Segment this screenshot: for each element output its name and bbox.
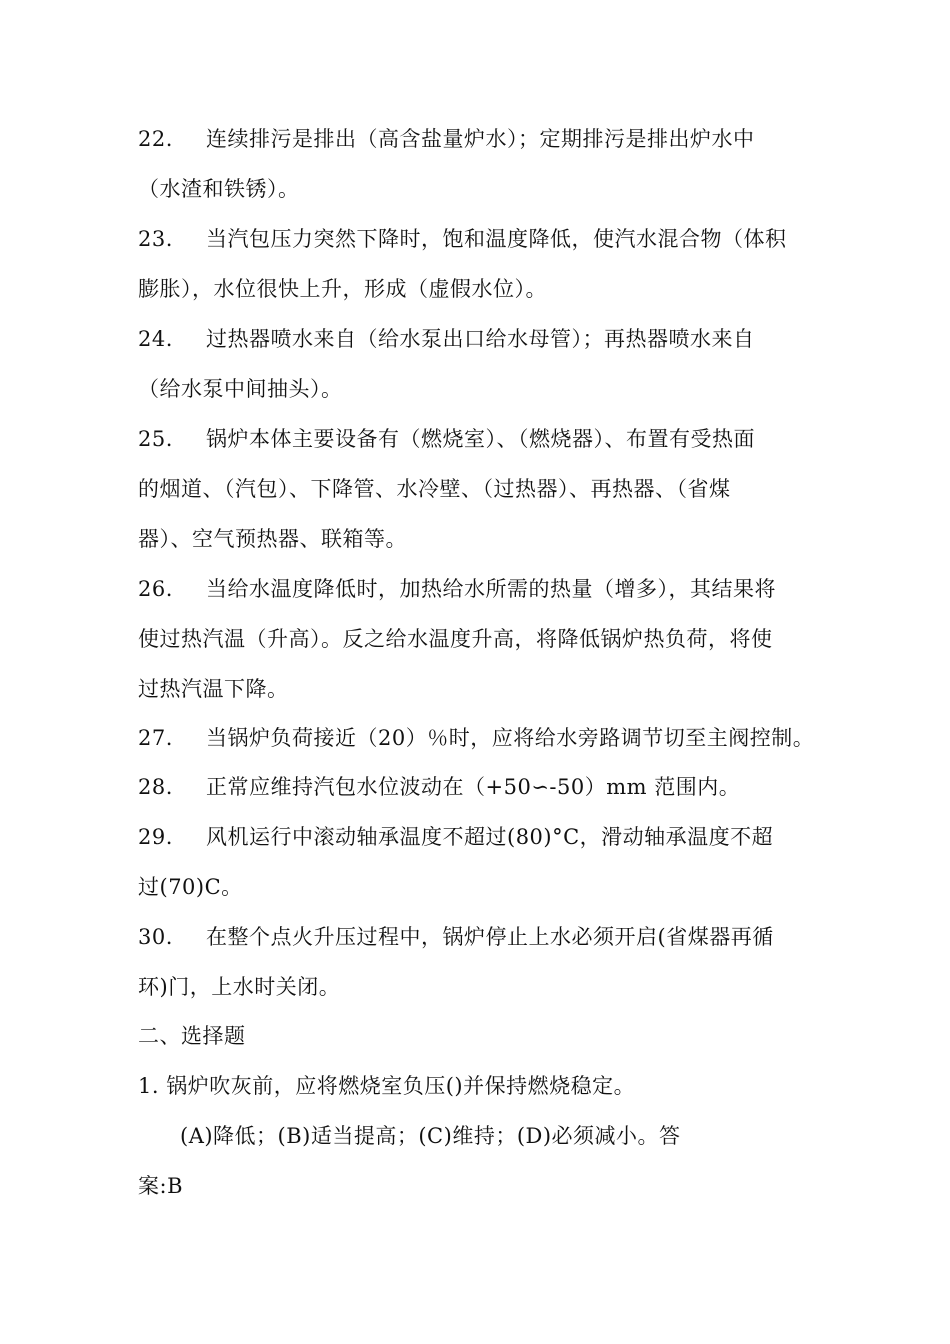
item-28-line-1 [138,773,740,801]
item-text: 在整个点火升压过程中，锅炉停止上水必须开启(省煤器再循 [206,925,774,949]
item-25-line-3: 器）、空气预热器、联箱等。 [138,527,407,551]
item-30-line-1 [138,923,774,951]
item-29-line-2: 过(70)C。 [138,875,243,899]
question-options: (A)降低；(B)适当提高；(C)维持；(D)必须减小。答 [180,1124,681,1148]
item-text: 连续排污是排出（高含盐量炉水）；定期排污是排出炉水中 [206,127,755,151]
item-number: 30. [138,925,173,949]
item-number: 25. [138,427,173,451]
item-29-line-1 [138,823,773,851]
item-number: 28. [138,775,173,799]
item-26-line-1 [138,575,776,603]
item-number: 26. [138,577,173,601]
item-number: 27. [138,726,173,750]
question-answer: 案:B [138,1174,184,1198]
item-number: 22. [138,127,173,151]
item-text: 正常应维持汽包水位波动在（+50∽-50）mm 范围内。 [206,775,741,799]
item-text: 风机运行中滚动轴承温度不超过(80)°C，滑动轴承温度不超 [206,825,774,849]
item-text: 锅炉本体主要设备有（燃烧室）、（燃烧器）、布置有受热面 [206,427,755,451]
item-26-line-2: 使过热汽温（升高）。反之给水温度升高，将降低锅炉热负荷，将使 [138,627,773,651]
item-25-line-2: 的烟道、（汽包）、下降管、水冷壁、（过热器）、再热器、（省煤 [138,477,731,501]
section-title: 二、选择题 [138,1024,246,1048]
item-number: 24. [138,327,173,351]
item-text: 当给水温度降低时，加热给水所需的热量（增多），其结果将 [206,577,776,601]
item-text: 当汽包压力突然下降时，饱和温度降低，使汽水混合物（体积 [206,227,787,251]
item-number: 23. [138,227,173,251]
item-23-line-2: 膨胀），水位很快上升，形成（虚假水位）。 [138,277,547,301]
item-24-line-1 [138,325,755,353]
item-27-line-1 [138,724,814,752]
question-text: 1. 锅炉吹灰前，应将燃烧室负压()并保持燃烧稳定。 [138,1074,636,1098]
item-text: 当锅炉负荷接近（20）％时，应将给水旁路调节切至主阀控制。 [206,726,815,750]
item-24-line-2: （给水泵中间抽头）。 [138,377,343,401]
item-23-line-1 [138,225,787,253]
item-22-line-1 [138,125,755,153]
item-26-line-3: 过热汽温下降。 [138,677,289,701]
item-30-line-2: 环)门，上水时关闭。 [138,975,341,999]
item-number: 29. [138,825,173,849]
item-25-line-1 [138,425,755,453]
item-text: 过热器喷水来自（给水泵出口给水母管）；再热器喷水来自 [206,327,755,351]
item-22-line-2: （水渣和铁锈）。 [138,177,300,201]
